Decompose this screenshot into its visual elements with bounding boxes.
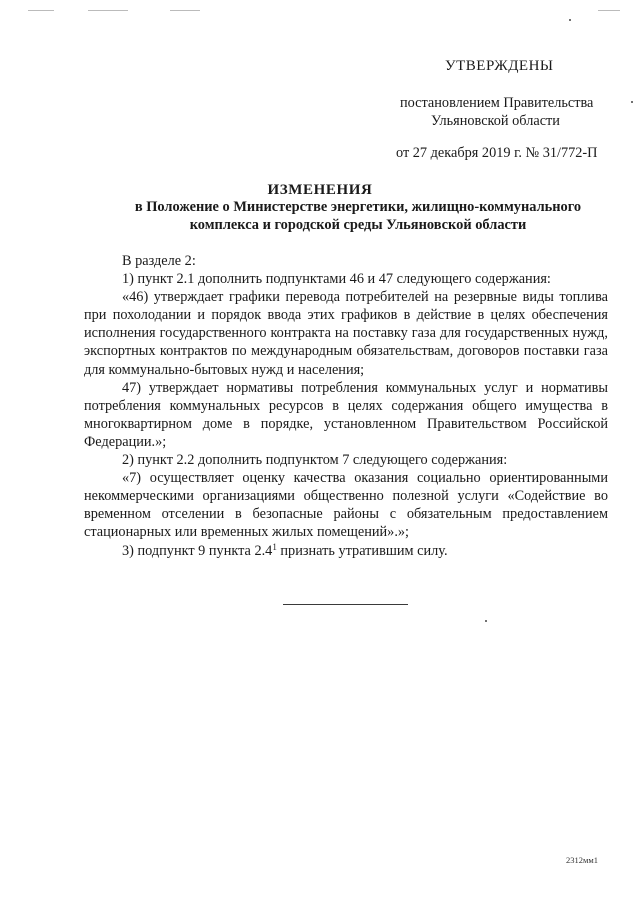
scan-artifact	[569, 19, 571, 21]
section-intro: В разделе 2:	[122, 253, 196, 269]
scan-artifact	[631, 101, 633, 103]
approval-date-number: от 27 декабря 2019 г. № 31/772-П	[396, 145, 598, 161]
scan-artifact	[485, 620, 487, 622]
document-subtitle-line-1: в Положение о Министерстве энергетики, жилищно-коммунального	[134, 199, 582, 215]
item-3-superscript: 1	[272, 541, 277, 552]
document-title: ИЗМЕНЕНИЯ	[267, 182, 373, 198]
subitem-46: «46) утверждает графики перевода потребителей на резервные виды топлива при похолодании и порядок ввода этих графиков в действие в целях обеспечения исполнения государственного контракта на поставку газа для государственных нужд, экспортных контрактов по международным обязательствам, договоров поставки газа для коммунально-бытовых нужд и населения;	[84, 289, 608, 378]
scan-artifact	[170, 10, 200, 11]
amendment-item-3	[84, 542, 608, 560]
approval-line-2: Ульяновской области	[431, 113, 560, 129]
item-3-text-start: 3) подпункт 9 пункта 2.4	[122, 542, 273, 559]
scan-artifact	[88, 10, 128, 11]
subitem-7: «7) осуществляет оценку качества оказания социально ориентированными некоммерческими организациями общественно полезной услуги «Содействие во временном отселении в безопасные районы с обязательным предоставлением стационарных или временных жилых помещений».»;	[84, 470, 608, 541]
amendment-item-1: 1) пункт 2.1 дополнить подпунктами 46 и 47 следующего содержания:	[122, 271, 551, 288]
footer-document-code: 2312мм1	[566, 855, 599, 865]
item-3-text-end: признать утратившим силу.	[276, 542, 448, 559]
document-subtitle-line-2: комплекса и городской среды Ульяновской области	[189, 217, 527, 233]
document-body	[84, 252, 608, 560]
approval-heading: УТВЕРЖДЕНЫ	[445, 58, 554, 74]
amendment-item-2: 2) пункт 2.2 дополнить подпунктом 7 следующего содержания:	[122, 452, 508, 469]
scan-artifact	[28, 10, 54, 11]
subitem-47: 47) утверждает нормативы потребления коммунальных услуг и нормативы потребления коммунальных ресурсов в целях содержания общего имущества в многоквартирном доме в порядке, установленном Правительством Российской Федерации.»;	[84, 379, 608, 450]
approval-line-1: постановлением Правительства	[400, 95, 594, 111]
closing-rule	[283, 604, 408, 605]
scan-artifact	[598, 10, 620, 11]
